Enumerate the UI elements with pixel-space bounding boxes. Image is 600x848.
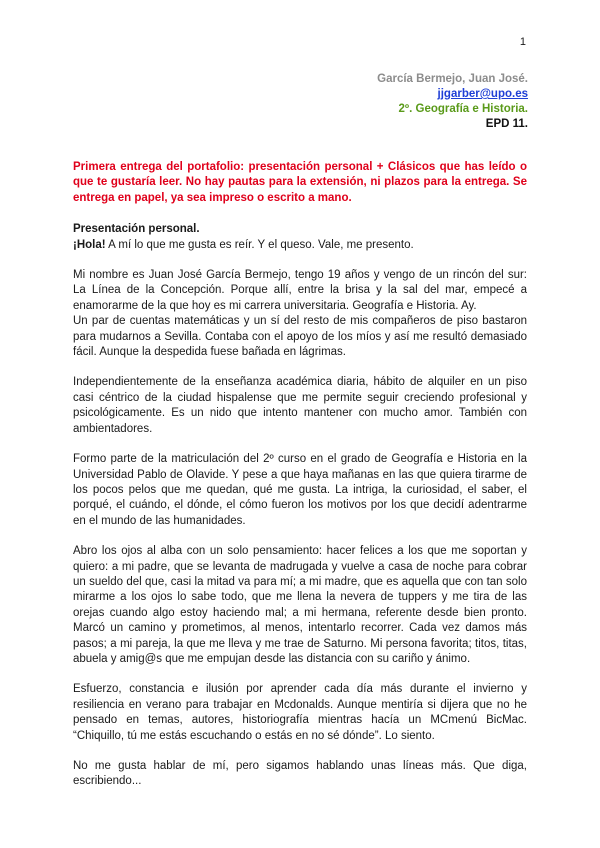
paragraph: No me gusta hablar de mí, pero sigamos hablando unas líneas más. Que diga, escribiendo... bbox=[73, 760, 527, 788]
paragraph: Abro los ojos al alba con un solo pensamiento: hacer felices a los que me soportan y quiero: a mi padre, que se levanta de madrugada y vuelve a casa de noche para cobrar un sueldo del que, casi la mitad va para mí; a mi madre, que es aquella que con tan solo mirarme a los ojos lo sabe todo, que me llena la nevera de tuppers y me tira de las orejas cuando algo estoy haciendo mal; a mi hermana, referente desde bien pronto. Marcó un camino y prometimos, al menos, intentarlo recorrer. Cada vez damos más pasos; a mi pareja, la que me lleva y me trae de Saturno. Mi persona favorita; titos, titas, abuela y amig@s que me empujan desde las distancia con su cariño y ánimo. bbox=[73, 545, 527, 665]
document-body bbox=[73, 160, 527, 805]
paragraph: Un par de cuentas matemáticas y un sí del resto de mis compañeros de piso bastaron para mudarnos a Sevilla. Contaba con el apoyo de los míos y así me resultó demasiado fácil. Aunque la despedida fuese bañada en lágrimas. bbox=[73, 315, 527, 359]
greeting: ¡Hola! bbox=[73, 238, 106, 251]
greeting-line bbox=[73, 238, 527, 253]
paragraph: Formo parte de la matriculación del 2º curso en el grado de Geografía e Historia en la Universidad Pablo de Olavide. Y pese a que haya mañanas en las que quiera tirarme de los pocos pelos que me quedan, qué me gusta. La intriga, la curiosidad, el saber, el porqué, el cuándo, el dónde, el cómo fueron los motivos por los que decidí adentrarme en el mundo de las humanidades. bbox=[73, 453, 527, 527]
section-title: Presentación personal. bbox=[73, 223, 200, 236]
greeting-rest: A mí lo que me gusta es reír. Y el queso. Vale, me presento. bbox=[105, 238, 414, 251]
subject-line: 2º. Geografía e Historia. bbox=[398, 103, 528, 115]
author-name: García Bermejo, Juan José. bbox=[377, 73, 528, 85]
email-link[interactable]: jjgarber@upo.es bbox=[437, 88, 528, 100]
paragraph: Mi nombre es Juan José García Bermejo, tengo 19 años y vengo de un rincón del sur: La Línea de la Concepción. Porque allí, entre la brisa y la sal del mar, empecé a enamorarme de la que hoy es mi carrera universitaria. Geografía e Historia. Ay. bbox=[73, 269, 527, 312]
assignment-instructions: Primera entrega del portafolio: presentación personal + Clásicos que has leído o que te gustaría leer. No hay pautas para la extensión, ni plazos para la entrega. Se entrega en papel, ya sea impreso o escrito a mano. bbox=[73, 161, 527, 204]
paragraph: Esfuerzo, constancia e ilusión por aprender cada día más durante el invierno y resiliencia en verano para trabajar en Mcdonalds. Aunque mentiría si dijera que no he pensado en temas, autores, historiografía mientras hacía un MCmenú BicMac. “Chiquillo, tú me estás escuchando o estás en no sé dónde”. Lo siento. bbox=[73, 683, 527, 742]
epd-label: EPD 11. bbox=[485, 118, 528, 130]
paragraph: Independientemente de la enseñanza académica diaria, hábito de alquiler en un piso casi céntrico de la ciudad hispalense que me permite seguir creciendo profesional y psicológicamente. Es un nido que intento mantener con mucho amor. También con ambientadores. bbox=[73, 376, 527, 435]
document-header bbox=[377, 72, 528, 132]
page-number: 1 bbox=[519, 36, 526, 48]
